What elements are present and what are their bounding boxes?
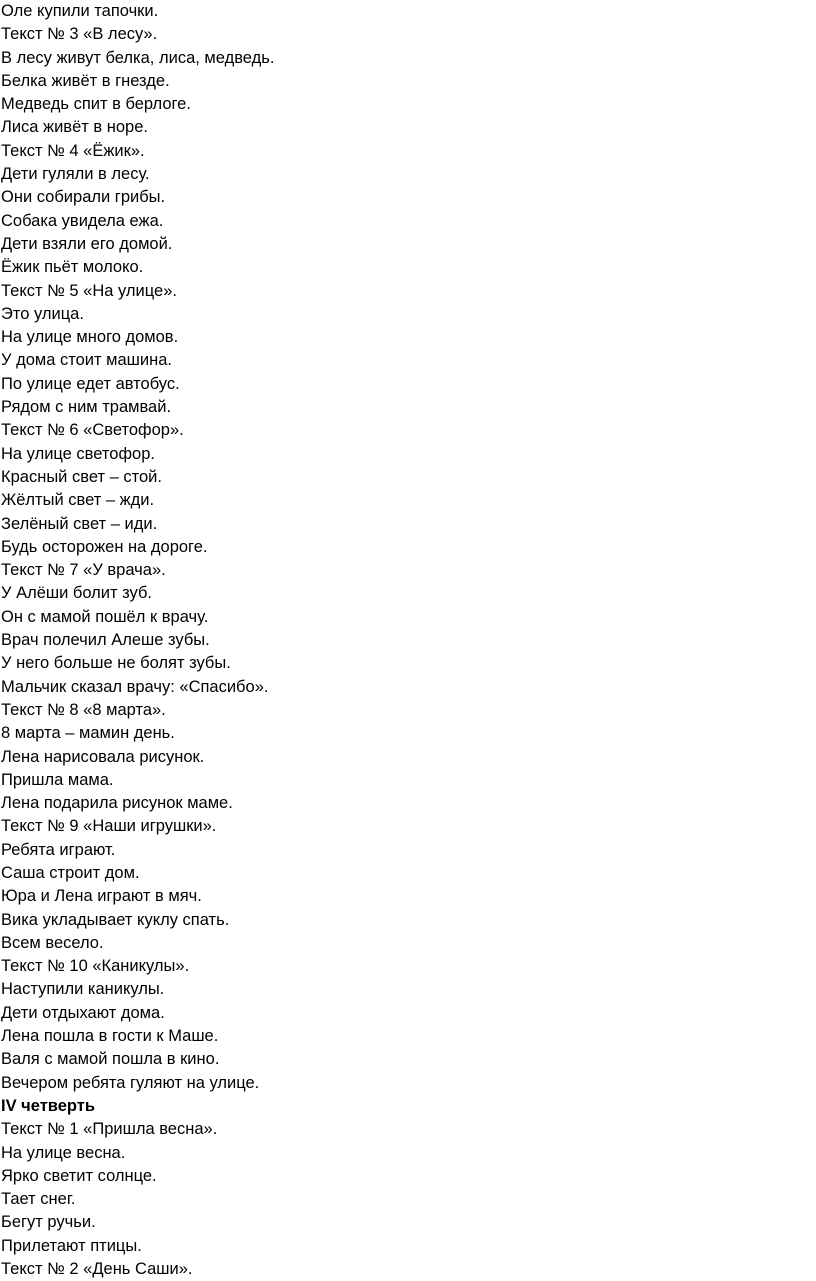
text-line: Наступили каникулы. bbox=[1, 980, 165, 999]
text-line: 8 марта – мамин день. bbox=[1, 724, 175, 743]
text-line: У дома стоит машина. bbox=[1, 351, 172, 370]
text-line: Ярко светит солнце. bbox=[1, 1166, 157, 1185]
text-line: На улице светофор. bbox=[1, 444, 155, 463]
text-title: Текст № 10 «Каникулы». bbox=[1, 957, 190, 976]
text-line: Вечером ребята гуляют на улице. bbox=[1, 1073, 260, 1092]
text-line: Пришла мама. bbox=[1, 770, 114, 789]
text-line: Валя с мамой пошла в кино. bbox=[1, 1050, 220, 1069]
text-line: Врач полечил Алеше зубы. bbox=[1, 631, 210, 650]
text-title: Текст № 5 «На улице». bbox=[1, 281, 177, 300]
text-title: Текст № 2 «День Саши». bbox=[1, 1260, 193, 1279]
text-line: Будь осторожен на дороге. bbox=[1, 537, 208, 556]
text-line: У него больше не болят зубы. bbox=[1, 654, 231, 673]
text-line: Оле купили тапочки. bbox=[1, 2, 159, 20]
text-line: Мальчик сказал врачу: «Спасибо». bbox=[1, 677, 269, 696]
text-line: Дети взяли его домой. bbox=[1, 234, 173, 253]
text-title: Текст № 1 «Пришла весна». bbox=[1, 1120, 218, 1139]
text-line: Медведь спит в берлоге. bbox=[1, 95, 191, 114]
text-title: Текст № 4 «Ёжик». bbox=[1, 141, 145, 160]
text-title: Текст № 9 «Наши игрушки». bbox=[1, 817, 217, 836]
text-line: Ребята играют. bbox=[1, 840, 116, 859]
text-line: По улице едет автобус. bbox=[1, 374, 180, 393]
text-line: Они собирали грибы. bbox=[1, 188, 166, 207]
text-line: Жёлтый свет – жди. bbox=[1, 491, 155, 510]
text-line: На улице весна. bbox=[1, 1143, 126, 1162]
text-line: Рядом с ним трамвай. bbox=[1, 398, 172, 417]
text-line: Ёжик пьёт молоко. bbox=[1, 258, 144, 277]
text-line: У Алёши болит зуб. bbox=[1, 584, 153, 603]
text-line: Саша строит дом. bbox=[1, 863, 140, 882]
text-title: Текст № 7 «У врача». bbox=[1, 561, 166, 580]
text-line: Он с мамой пошёл к врачу. bbox=[1, 607, 209, 626]
text-line: Лена пошла в гости к Маше. bbox=[1, 1027, 219, 1046]
text-line: Это улица. bbox=[1, 304, 84, 323]
text-line: Собака увидела ежа. bbox=[1, 211, 164, 230]
text-line: Тает снег. bbox=[1, 1190, 76, 1209]
text-line: Бегут ручьи. bbox=[1, 1213, 96, 1232]
text-line: Лена нарисовала рисунок. bbox=[1, 747, 205, 766]
section-heading: IV четверть bbox=[1, 1096, 95, 1115]
text-line: Дети отдыхают дома. bbox=[1, 1003, 165, 1022]
text-line: Всем весело. bbox=[1, 933, 104, 952]
text-line: Белка живёт в гнезде. bbox=[1, 71, 170, 90]
text-title: Текст № 3 «В лесу». bbox=[1, 25, 158, 44]
text-line: Красный свет – стой. bbox=[1, 467, 162, 486]
text-line: В лесу живут белка, лиса, медведь. bbox=[1, 48, 275, 67]
text-title: Текст № 6 «Светофор». bbox=[1, 421, 184, 440]
text-line: Юра и Лена играют в мяч. bbox=[1, 887, 202, 906]
text-line: Дети гуляли в лесу. bbox=[1, 165, 150, 184]
text-line: На улице много домов. bbox=[1, 328, 179, 347]
text-title: Текст № 8 «8 марта». bbox=[1, 700, 166, 719]
text-line: Прилетают птицы. bbox=[1, 1236, 142, 1255]
text-line: Лена подарила рисунок маме. bbox=[1, 794, 233, 813]
text-line: Вика укладывает куклу спать. bbox=[1, 910, 230, 929]
text-line: Лиса живёт в норе. bbox=[1, 118, 148, 137]
text-line: Зелёный свет – иди. bbox=[1, 514, 158, 533]
